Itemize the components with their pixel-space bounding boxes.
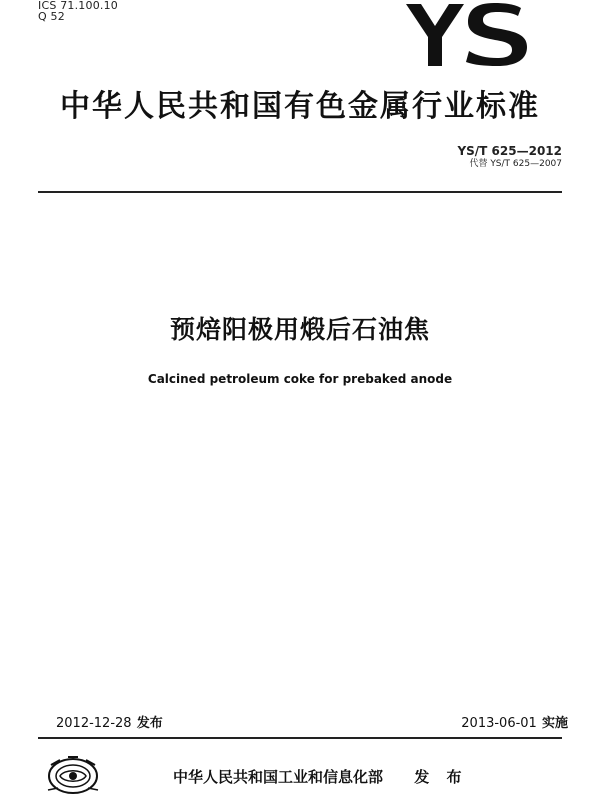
- document-title-chinese: 预焙阳极用煅后石油焦: [169, 315, 430, 344]
- issuer-block: [173, 767, 467, 787]
- ys-logo: [406, 0, 530, 66]
- ics-code: ICS 71.100.10: [38, 0, 118, 12]
- category-code: Q 52: [38, 10, 65, 23]
- issue-label: 发布: [136, 716, 163, 731]
- implementation-label: 实施: [541, 716, 568, 731]
- classification-codes: [38, 0, 118, 22]
- issue-date-block: [56, 716, 163, 732]
- footer-divider: [38, 737, 562, 739]
- standard-series-title: 中华人民共和国有色金属行业标准: [60, 89, 540, 124]
- standard-number-block: [457, 145, 562, 171]
- issuer-action: 发 布: [414, 768, 468, 786]
- implementation-date: 2013-06-01: [461, 716, 537, 731]
- implementation-date-block: [461, 716, 568, 732]
- issue-date: 2012-12-28: [56, 716, 132, 731]
- standard-number: YS/T 625—2012: [457, 144, 562, 158]
- issuing-authority: 中华人民共和国工业和信息化部: [173, 768, 384, 786]
- ministry-seal-icon: [44, 752, 102, 796]
- document-title-english: Calcined petroleum coke for prebaked anode: [147, 372, 453, 386]
- replaces-standard: 代替 YS/T 625—2007: [469, 159, 562, 169]
- header-divider: [38, 191, 562, 193]
